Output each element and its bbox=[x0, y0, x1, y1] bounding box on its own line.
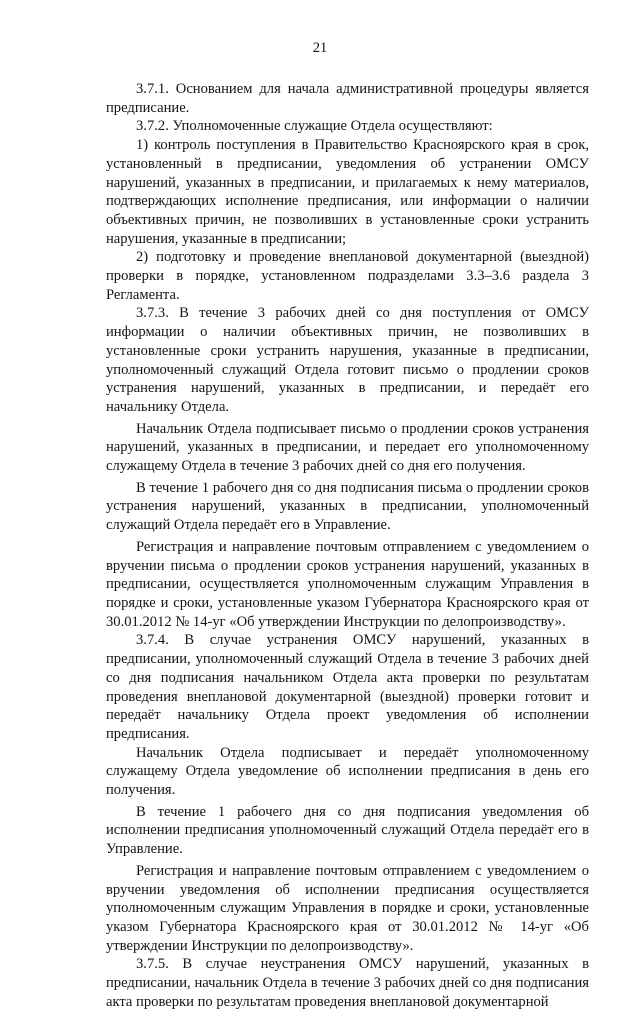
paragraph-head-signs-letter: Начальник Отдела подписывает письмо о продлении сроков устранения нарушений, указанных в предписании, и передает его уполномоченному служащему Отдела в течение 3 рабочих дней со дня его получения. bbox=[106, 420, 589, 475]
paragraph-notice-transfer: В течение 1 рабочего дня со дня подписания уведомления об исполнении предписания уполномоченный служащий Отдела передаёт его в Управление. bbox=[106, 803, 589, 858]
paragraph-head-signs-notice: Начальник Отдела подписывает и передаёт уполномоченному служащему Отдела уведомление об исполнении предписания в день его получения. bbox=[106, 744, 589, 799]
document-body bbox=[106, 80, 589, 1011]
paragraph-3-7-2: 3.7.2. Уполномоченные служащие Отдела осуществляют: bbox=[136, 118, 493, 135]
paragraph-3-7-3: 3.7.3. В течение 3 рабочих дней со дня поступления от ОМСУ информации о наличии объективных причин, не позволивших в установленные сроки устранить нарушения, указанные в предписании, уполномоченный служащий Отдела готовит письмо о продлении сроков устранения нарушений, указанных в предписании, и передаёт его начальнику Отдела. bbox=[106, 305, 589, 415]
page-number: 21 bbox=[312, 40, 328, 56]
paragraph-letter-transfer: В течение 1 рабочего дня со дня подписания письма о продлении сроков устранения нарушений, указанных в предписании, уполномоченный служащий Отдела передаёт его в Управление. bbox=[106, 479, 589, 534]
paragraph-notice-registration: Регистрация и направление почтовым отправлением с уведомлением о вручении уведомления об исполнении предписания осуществляется уполномоченным служащим Управления в порядке и сроки, установленные указом Губернатора Красноярского края от 30.01.2012 № 14-уг «Об утверждении Инструкции по делопроизводству». bbox=[106, 862, 589, 954]
paragraph-3-7-1: 3.7.1. Основанием для начала административной процедуры является предписание. bbox=[106, 81, 589, 116]
paragraph-item-2: 2) подготовку и проведение внеплановой документарной (выездной) проверки в порядке, установленном подразделами 3.3–3.6 раздела 3 Регламента. bbox=[106, 249, 589, 303]
paragraph-3-7-5: 3.7.5. В случае неустранения ОМСУ нарушений, указанных в предписании, начальник Отдела в течение 3 рабочих дней со дня подписания акта проверки по результатам проведения внеплановой документарной bbox=[106, 956, 589, 1010]
paragraph-3-7-4: 3.7.4. В случае устранения ОМСУ нарушений, указанных в предписании, уполномоченный служащий Отдела в течение 3 рабочих дней со дня подписания начальником Отдела акта проверки по результатам проведения внеплановой документарной (выездной) проверки готовит и передаёт начальнику Отдела проект уведомления об исполнении предписания. bbox=[106, 632, 589, 742]
paragraph-letter-registration: Регистрация и направление почтовым отправлением с уведомлением о вручении письма о продлении сроков устранения нарушений, указанных в предписании, осуществляется уполномоченным служащим Управления в порядке и сроки, установленные указом Губернатора Красноярского края от 30.01.2012 № 14-уг «Об утверждении Инструкции по делопроизводству». bbox=[106, 538, 589, 630]
paragraph-item-1: 1) контроль поступления в Правительство Красноярского края в срок, установленный в предписании, уведомления об устранении ОМСУ нарушений, указанных в предписании, и прилагаемых к нему материалов, подтверждающих исполнение предписания, или информации о наличии объективных причин, не позволивших в установленные сроки устранить нарушения, указанные в предписании; bbox=[106, 137, 589, 247]
